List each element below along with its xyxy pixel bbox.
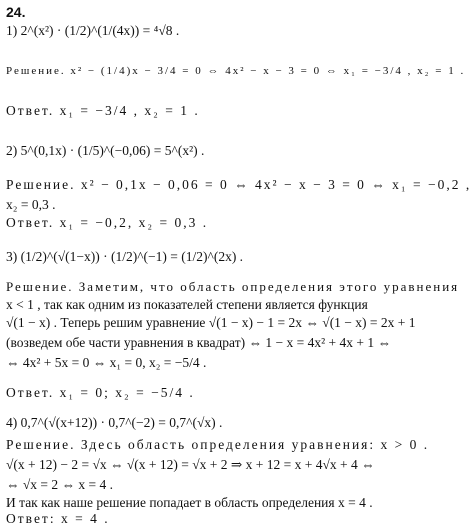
text-line: И так как наше решение попадает в область определения x = 4 . bbox=[6, 495, 373, 510]
equation-line: 4) 0,7^(√(x+12)) · 0,7^(−2) = 0,7^(√x) . bbox=[6, 415, 223, 430]
text-line: x < 1 , так как одним из показателей степени является функция bbox=[6, 297, 368, 312]
solution-line: Решение. Заметим, что область определения этого уравнения bbox=[6, 279, 460, 294]
answer-line: Ответ. x₁ = −3/4 , x₂ = 1 . bbox=[6, 103, 200, 118]
equation-line: 1) 2^(x²) · (1/2)^(1/(4x)) = ⁴√8 . bbox=[6, 23, 180, 38]
text-line: x₂ = 0,3 . bbox=[6, 197, 56, 212]
text-line: (возведем обе части уравнения в квадрат) ⇔ 1 − x = 4x² + 4x + 1 ⇔ bbox=[6, 335, 391, 350]
solution-line: Решение. Здесь область определения уравнения: x > 0 . bbox=[6, 437, 430, 452]
text-line: √(1 − x) . Теперь решим уравнение √(1 − x) − 1 = 2x ⇔ √(1 − x) = 2x + 1 bbox=[6, 315, 416, 330]
answer-line: Ответ. x₁ = −0,2, x₂ = 0,3 . bbox=[6, 215, 209, 230]
text-line: ⇔ √x = 2 ⇔ x = 4 . bbox=[6, 477, 114, 492]
text-line: ⇔ 4x² + 5x = 0 ⇔ x₁ = 0, x₂ = −5/4 . bbox=[6, 355, 207, 370]
answer-line: Ответ: x = 4 . bbox=[6, 511, 110, 526]
answer-line: Ответ. x₁ = 0; x₂ = −5/4 . bbox=[6, 385, 195, 400]
problem-number: 24. bbox=[6, 4, 26, 20]
equation-line: 2) 5^(0,1x) · (1/5)^(−0,06) = 5^(x²) . bbox=[6, 143, 205, 158]
text-line: √(x + 12) − 2 = √x ⇔ √(x + 12) = √x + 2 ⇒ x + 12 = x + 4√x + 4 ⇔ bbox=[6, 457, 375, 472]
solution-line: Решение. x² − (1/4)x − 3/4 = 0 ⇔ 4x² − x − 3 = 0 ⇔ x₁ = −3/4 , x₂ = 1 . bbox=[6, 65, 466, 77]
equation-line: 3) (1/2)^(√(1−x)) · (1/2)^(−1) = (1/2)^(2x) . bbox=[6, 249, 244, 264]
solution-line: Решение. x² − 0,1x − 0,06 = 0 ⇔ 4x² − x − 3 = 0 ⇔ x₁ = −0,2 , bbox=[6, 177, 472, 192]
